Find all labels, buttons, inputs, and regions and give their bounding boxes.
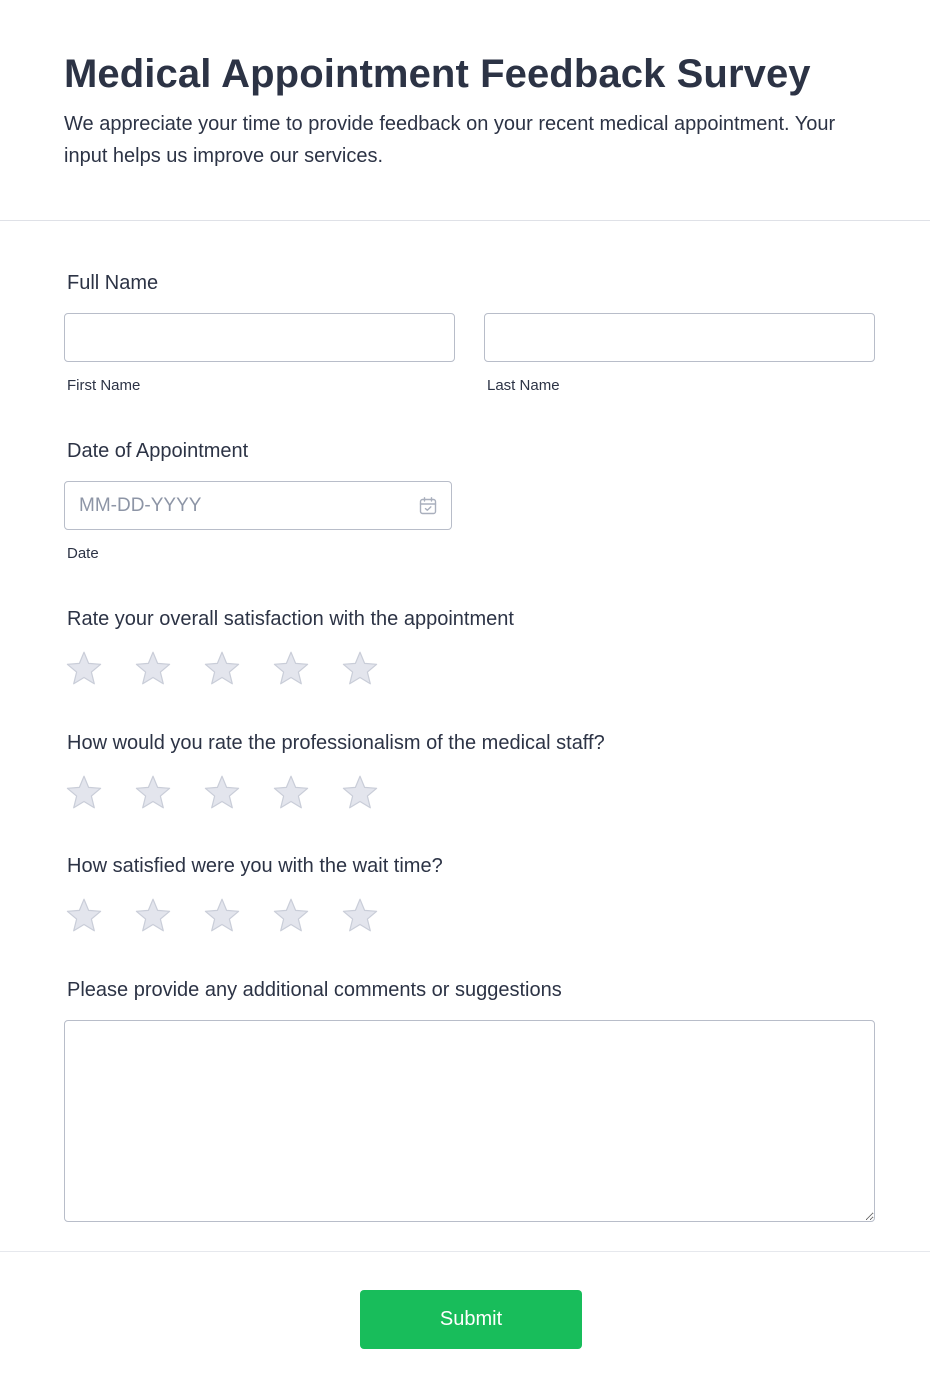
submit-button[interactable]: Submit — [360, 1290, 582, 1349]
star-icon[interactable] — [202, 773, 242, 813]
star-icon[interactable] — [64, 896, 104, 936]
last-name-input[interactable] — [484, 313, 875, 362]
form-subtitle: We appreciate your time to provide feedback on your recent medical appointment. Your input helps us improve our services. — [64, 113, 836, 167]
appointment-date-sublabel: Date — [67, 545, 99, 562]
rating-question-wait-time: How satisfied were you with the wait time? — [67, 855, 443, 877]
appointment-date-input[interactable] — [64, 481, 452, 530]
calendar-icon[interactable] — [418, 496, 438, 516]
star-icon[interactable] — [202, 649, 242, 689]
star-icon[interactable] — [202, 896, 242, 936]
last-name-sublabel: Last Name — [487, 377, 560, 394]
star-icon[interactable] — [340, 773, 380, 813]
form-title: Medical Appointment Feedback Survey — [64, 52, 811, 96]
star-icon[interactable] — [271, 896, 311, 936]
comments-label: Please provide any additional comments or suggestions — [67, 979, 562, 1001]
star-rating-staff-professionalism — [64, 773, 394, 813]
appointment-date-label: Date of Appointment — [67, 440, 249, 462]
form-header — [0, 0, 930, 221]
star-icon[interactable] — [340, 896, 380, 936]
star-icon[interactable] — [271, 773, 311, 813]
star-icon[interactable] — [340, 649, 380, 689]
rating-question-staff-professionalism: How would you rate the professionalism of the medical staff? — [67, 732, 605, 754]
comments-textarea[interactable] — [64, 1020, 875, 1222]
star-icon[interactable] — [133, 649, 173, 689]
first-name-input[interactable] — [64, 313, 455, 362]
first-name-sublabel: First Name — [67, 377, 141, 394]
star-icon[interactable] — [271, 649, 311, 689]
star-icon[interactable] — [133, 773, 173, 813]
rating-question-overall-satisfaction: Rate your overall satisfaction with the appointment — [67, 608, 514, 630]
star-rating-wait-time — [64, 896, 394, 936]
star-rating-overall-satisfaction — [64, 649, 394, 689]
star-icon[interactable] — [133, 896, 173, 936]
star-icon[interactable] — [64, 649, 104, 689]
footer-divider — [0, 1251, 930, 1252]
star-icon[interactable] — [64, 773, 104, 813]
full-name-label: Full Name — [67, 272, 159, 294]
